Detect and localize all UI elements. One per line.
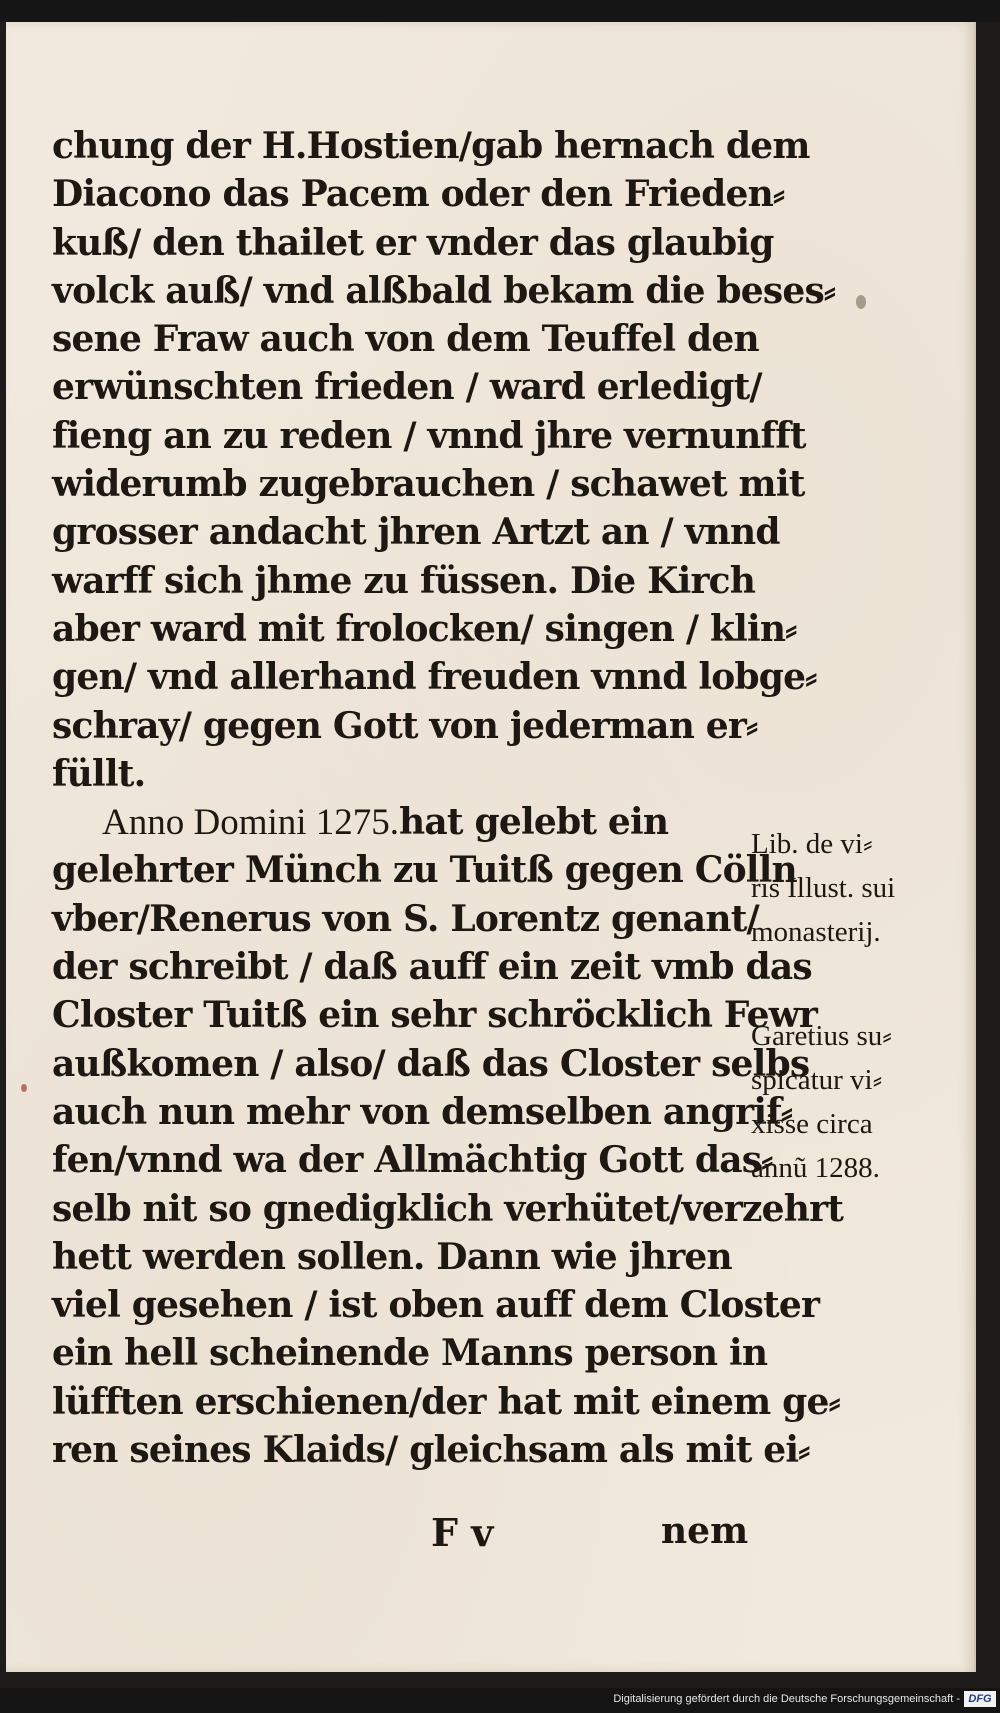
text-line: sene Fraw auch von dem Teuffel den <box>52 318 759 361</box>
book-page <box>6 22 976 1672</box>
text-line: warff sich jhme zu füssen. Die Kirch <box>52 559 756 602</box>
marginal-line: ris Illust. sui <box>751 872 896 904</box>
text-line: kuß/ den thailet er vnder das glaubig <box>52 221 774 264</box>
text-line: vber/Renerus von S. Lorentz genant/ <box>52 897 759 940</box>
footer-bar <box>0 1688 1000 1713</box>
marginal-line: xisse circa <box>751 1108 873 1140</box>
text-line: selb nit so gnedigklich verhütet/verzehrt <box>52 1187 844 1230</box>
text-line: chung der H.Hostien/gab hernach dem <box>52 125 810 167</box>
marginal-line: spicatur vi⸗ <box>751 1064 883 1096</box>
text-line: auch nun mehr von demselben angrif⸗ <box>52 1090 793 1133</box>
text-line: fen/vnnd wa der Allmächtig Gott das⸗ <box>52 1139 773 1182</box>
text-line: grosser andacht jhren Artzt an / vnnd <box>52 511 780 554</box>
marginal-note-garetius <box>751 1014 976 1190</box>
text-line: hett werden sollen. Dann wie jhren <box>52 1235 732 1278</box>
text-line: füllt. <box>52 752 146 795</box>
text-line: Closter Tuitß ein sehr schröcklich Fewr <box>52 994 818 1037</box>
text-line: erwünschten frieden / ward erledigt/ <box>52 366 762 409</box>
text-line: lüfften erschienen/der hat mit einem ge⸗ <box>52 1380 840 1423</box>
text-line: außkomen / also/ daß das Closter selbs <box>52 1042 810 1085</box>
paragraph-start-line <box>52 798 742 846</box>
scan-top-edge <box>0 0 1000 22</box>
signature-mark: F v <box>431 1510 494 1555</box>
catchword: nem <box>661 1510 749 1552</box>
marginal-line: Garetius su⸗ <box>751 1020 892 1052</box>
text-line: schray/ gegen Gott von jederman er⸗ <box>52 704 758 747</box>
text-line: gen/ vnd allerhand freuden vnnd lobge⸗ <box>52 656 817 699</box>
text-line: Diacono das Pacem oder den Frieden⸗ <box>52 173 785 216</box>
text-line: ren seines Klaids/ gleichsam als mit ei⸗ <box>52 1429 810 1472</box>
marginal-note-source <box>751 822 976 954</box>
dfg-logo: DFG <box>964 1691 996 1707</box>
text-line: der schreibt / daß auff ein zeit vmb das <box>52 946 812 989</box>
text-line: fieng an zu reden / vnnd jhre vernunfft <box>52 414 806 457</box>
text-line: viel gesehen / ist oben auff dem Closter <box>52 1284 820 1327</box>
text-line: gelehrter Münch zu Tuitß gegen Cölln <box>52 849 797 892</box>
text-line: aber ward mit frolocken/ singen / klin⸗ <box>52 607 797 650</box>
text-line: widerumb zugebrauchen / schawet mit <box>52 463 805 506</box>
marginal-line: annũ 1288. <box>751 1152 880 1184</box>
paper-stain <box>21 1084 27 1092</box>
marginal-line: monasterij. <box>751 916 881 948</box>
funding-credit: Digitalisierung gefördert durch die Deutsche Forschungsgemeinschaft - <box>613 1693 960 1705</box>
paper-stain <box>856 295 866 309</box>
text-line: volck auß/ vnd alßbald bekam die beses⸗ <box>52 269 836 312</box>
text-line: ein hell scheinende Manns person in <box>52 1332 768 1375</box>
text-line-rest: hat gelebt ein <box>399 801 669 844</box>
anno-domini-text: Anno Domini 1275. <box>102 802 400 844</box>
marginal-line: Lib. de vi⸗ <box>751 828 873 860</box>
